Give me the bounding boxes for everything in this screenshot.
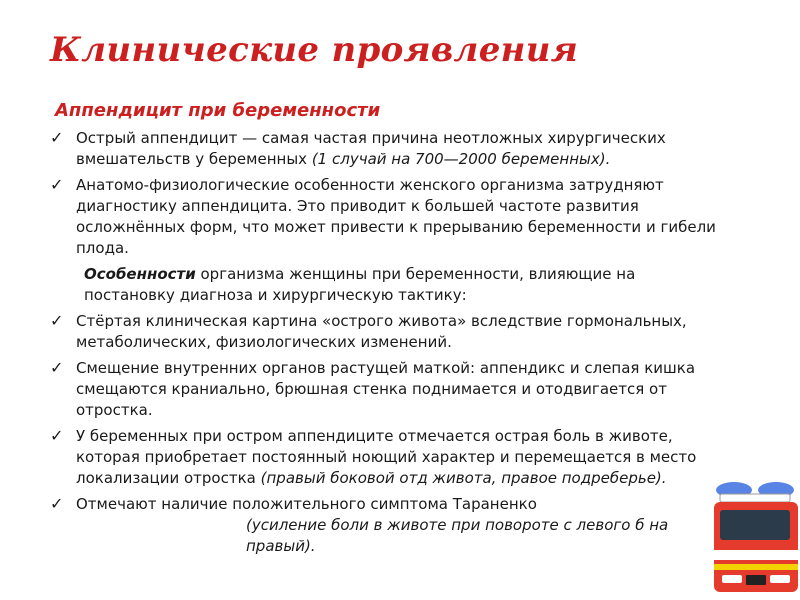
checkmark-icon: ✓ <box>50 426 64 445</box>
checkmark-icon: ✓ <box>50 175 64 194</box>
checkmark-icon: ✓ <box>50 358 64 377</box>
bullet-text: Острый аппендицит — самая частая причина неотложных хирургических вмешательств у беременных <box>76 129 666 168</box>
bullet-note: (усиление боли в животе при повороте с левого б на правый). <box>246 516 669 555</box>
slide-title: Клинические проявления <box>50 30 579 70</box>
bullet-item <box>50 128 720 170</box>
slide-content <box>50 128 720 562</box>
checkmark-icon: ✓ <box>50 128 64 147</box>
slide-subtitle: Аппендицит при беременности <box>55 100 381 121</box>
bullet-item <box>50 494 720 557</box>
bullet-note: (1 случай на 700—2000 беременных). <box>311 150 611 168</box>
features-text: организма женщины при беременности, влияющие на постановку диагноза и хирургическую тактику: <box>84 265 636 304</box>
ambulance-icon <box>706 480 800 600</box>
bullet-item <box>50 358 720 421</box>
bullet-note: (правый боковой отд живота, правое подреберье). <box>260 469 667 487</box>
bullet-text: Отмечают наличие положительного симптома Тараненко <box>76 495 537 513</box>
bullet-item <box>50 175 720 259</box>
bullet-text: Анатомо-физиологические особенности женского организма затрудняют диагностику аппендицита. Это приводит к большей частоте развития осложнённых форм, что может привести к прерыванию беременности и гибели плода. <box>76 176 716 257</box>
bullet-text: Стёртая клиническая картина «острого живота» вследствие гормональных, метаболических, физиологических изменений. <box>76 312 687 351</box>
features-paragraph <box>50 264 720 306</box>
bullet-text: Смещение внутренних органов растущей маткой: аппендикс и слепая кишка смещаются краниально, брюшная стенка поднимается и отодвигается от отростка. <box>76 359 696 419</box>
bullet-item <box>50 426 720 489</box>
checkmark-icon: ✓ <box>50 311 64 330</box>
bullet-item <box>50 311 720 353</box>
checkmark-icon: ✓ <box>50 494 64 513</box>
bullet-text: У беременных при остром аппендиците отмечается острая боль в животе, которая приобретает постоянный ноющий характер и перемещается в место локализации отростка <box>76 427 697 487</box>
features-lead: Особенности <box>84 265 196 283</box>
